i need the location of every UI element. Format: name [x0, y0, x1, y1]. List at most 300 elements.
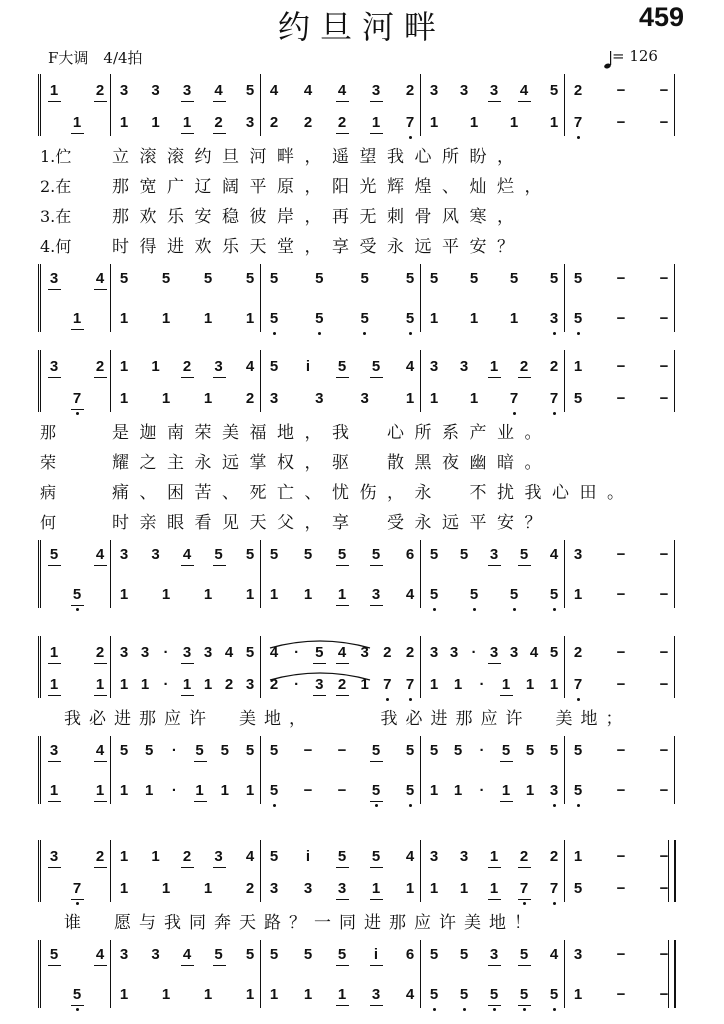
soprano-note: 5 — [337, 358, 347, 375]
soprano-note: 5 — [549, 644, 559, 661]
alto-note: − — [659, 390, 669, 407]
bass-note: − — [337, 782, 347, 799]
tenor-note: 3 — [489, 946, 499, 963]
tenor-note: 5 — [119, 742, 129, 759]
bass-note: 1 — [303, 586, 313, 603]
soprano-note: 1 — [151, 848, 160, 865]
alto-note: 1 — [360, 676, 369, 693]
tenor-note: − — [616, 270, 626, 287]
soprano-note: − — [659, 644, 669, 661]
alto-note: 7 — [549, 390, 559, 407]
alto-note: − — [659, 676, 669, 693]
soprano-note: 4 — [529, 644, 539, 661]
tenor-note: 3 — [489, 546, 499, 563]
alto-note: 1 — [161, 390, 171, 407]
soprano-note: 3 — [182, 82, 192, 99]
tenor-note: 3 — [151, 946, 160, 963]
alto-note: 1 — [429, 676, 439, 693]
tenor-note: 5 — [269, 742, 279, 759]
alto-note: 3 — [360, 390, 369, 407]
alto-note: − — [616, 676, 626, 693]
soprano-note: − — [659, 82, 669, 99]
tenor-note: 4 — [182, 546, 192, 563]
alto-note: − — [616, 880, 626, 897]
bass-note: 1 — [429, 310, 439, 327]
tenor-note: 5 — [429, 270, 439, 287]
soprano-note: 3 — [489, 644, 499, 661]
soprano-note: 2 — [549, 358, 559, 375]
alto-note: 1 — [203, 676, 213, 693]
soprano-note: 5 — [371, 358, 381, 375]
bass-note: 5 — [573, 310, 583, 327]
bass-note: 5 — [549, 986, 559, 1003]
soprano-note: 3 — [49, 848, 59, 865]
alto-note: 1 — [429, 390, 439, 407]
tenor-note: 5 — [161, 270, 171, 287]
soprano-note: 1 — [49, 644, 59, 661]
alto-note: · — [294, 676, 300, 693]
alto-note: 7 — [72, 390, 82, 407]
soprano-note: 2 — [95, 848, 105, 865]
soprano-note: 3 — [459, 358, 469, 375]
tenor-note: − — [659, 270, 669, 287]
alto-note: 1 — [509, 114, 519, 131]
soprano-note: 4 — [405, 848, 415, 865]
alto-note: − — [616, 390, 626, 407]
bass-note: 1 — [203, 986, 213, 1003]
tenor-note: 4 — [95, 270, 105, 287]
alto-note: 1 — [469, 114, 479, 131]
tenor-note: 4 — [95, 546, 105, 563]
tenor-note: 3 — [119, 946, 129, 963]
soprano-note: 5 — [371, 848, 381, 865]
bass-note: 5 — [429, 586, 439, 603]
lyric-line: 痛、困苦、死亡、忧伤，永 不扰我心田。 — [112, 483, 635, 503]
soprano-note: 5 — [315, 644, 324, 661]
bass-note: · — [171, 782, 177, 799]
soprano-note: 3 — [214, 848, 223, 865]
tenor-note: 5 — [195, 742, 204, 759]
bass-note: 1 — [245, 586, 255, 603]
soprano-note: 1 — [573, 358, 583, 375]
bass-note: 1 — [119, 782, 129, 799]
alto-note: 2 — [337, 676, 347, 693]
hymn-title: 约旦河畔 — [277, 8, 446, 46]
alto-note: · — [479, 676, 485, 693]
soprano-note: − — [659, 848, 669, 865]
tenor-note: 5 — [459, 546, 469, 563]
lyric-line: 耀之主永远掌权，驱 散黑夜幽暗。 — [112, 453, 552, 473]
tenor-note: 5 — [49, 546, 59, 563]
bass-note: 5 — [429, 986, 439, 1003]
tenor-note: 5 — [203, 270, 213, 287]
bass-note: 5 — [573, 782, 583, 799]
bass-note: 5 — [371, 782, 381, 799]
tenor-note: 5 — [371, 546, 381, 563]
bass-note: 3 — [549, 782, 559, 799]
bass-note: 1 — [161, 310, 171, 327]
bass-note: 1 — [119, 586, 129, 603]
bass-note: 1 — [469, 310, 479, 327]
alto-note: 1 — [549, 114, 559, 131]
alto-note: − — [616, 114, 626, 131]
alto-note: 7 — [72, 880, 82, 897]
alto-note: 1 — [469, 390, 479, 407]
soprano-note: 1 — [489, 358, 499, 375]
tenor-note: 5 — [549, 270, 559, 287]
tenor-note: 4 — [182, 946, 192, 963]
alto-note: 2 — [245, 390, 255, 407]
soprano-note: 3 — [214, 358, 223, 375]
alto-note: 1 — [119, 676, 129, 693]
soprano-note: 4 — [519, 82, 529, 99]
verse-label: 1.伫 — [40, 147, 72, 166]
soprano-note: 3 — [459, 82, 469, 99]
bass-note: − — [303, 782, 313, 799]
bass-note: 5 — [509, 586, 519, 603]
tenor-note: · — [171, 742, 177, 759]
soprano-note: − — [616, 358, 626, 375]
alto-note: 7 — [405, 114, 415, 131]
tenor-note: 3 — [49, 270, 59, 287]
tenor-note: 5 — [371, 742, 381, 759]
tenor-note: 5 — [315, 270, 324, 287]
bass-note: 5 — [269, 782, 279, 799]
soprano-note: − — [659, 358, 669, 375]
tenor-note: 6 — [405, 546, 415, 563]
tenor-note: 5 — [337, 546, 347, 563]
soprano-note: 2 — [182, 358, 192, 375]
soprano-note: 2 — [405, 644, 415, 661]
alto-note: 2 — [269, 114, 279, 131]
soprano-note: 2 — [519, 358, 529, 375]
alto-note: 1 — [549, 676, 559, 693]
alto-note: 1 — [501, 676, 511, 693]
tenor-note: − — [659, 946, 669, 963]
alto-note: 3 — [245, 676, 255, 693]
bass-note: 5 — [459, 986, 469, 1003]
soprano-note: 3 — [140, 644, 150, 661]
soprano-note: 3 — [371, 82, 381, 99]
soprano-note: 3 — [459, 848, 469, 865]
bass-note: 1 — [203, 310, 213, 327]
soprano-note: 2 — [95, 358, 105, 375]
tenor-note: 5 — [245, 946, 255, 963]
alto-note: 7 — [519, 880, 529, 897]
soprano-note: 4 — [245, 358, 255, 375]
tenor-note: 5 — [269, 270, 279, 287]
soprano-note: 3 — [360, 644, 369, 661]
soprano-note: 3 — [429, 82, 439, 99]
bass-note: 1 — [119, 310, 129, 327]
alto-note: 1 — [119, 390, 129, 407]
bass-note: 1 — [525, 782, 535, 799]
soprano-note: 3 — [429, 358, 439, 375]
lyric-line: 谁 愿与我同奔天路？一同进那应许美地！ — [64, 913, 539, 933]
bass-note: 5 — [489, 986, 499, 1003]
tenor-note: 5 — [214, 546, 223, 563]
tenor-note: 5 — [360, 270, 369, 287]
tenor-note: 5 — [459, 946, 469, 963]
soprano-note: 1 — [119, 358, 129, 375]
soprano-note: · — [471, 644, 477, 661]
tenor-note: 5 — [214, 946, 223, 963]
tenor-note: 6 — [405, 946, 415, 963]
tenor-note: 3 — [573, 546, 583, 563]
alto-note: 1 — [371, 114, 381, 131]
tenor-note: − — [659, 546, 669, 563]
soprano-note: 5 — [245, 82, 255, 99]
verse-label: 何 — [40, 513, 57, 532]
slur — [270, 641, 370, 648]
bass-note: − — [616, 310, 626, 327]
alto-note: 1 — [72, 114, 82, 131]
tenor-note: 4 — [549, 546, 559, 563]
tenor-note: 5 — [145, 742, 154, 759]
verse-label: 3.在 — [40, 207, 72, 226]
bass-note: − — [616, 986, 626, 1003]
soprano-note: 4 — [337, 644, 347, 661]
soprano-note: 3 — [182, 644, 192, 661]
alto-note: 7 — [573, 114, 583, 131]
alto-note: 7 — [405, 676, 415, 693]
alto-note: · — [163, 676, 169, 693]
tenor-note: i — [373, 946, 379, 963]
tenor-note: 5 — [269, 946, 279, 963]
tenor-note: 4 — [95, 946, 105, 963]
soprano-note: 1 — [119, 848, 129, 865]
lyric-line: 是迦南荣美福地，我 心所系产业。 — [112, 423, 552, 443]
bass-note: 3 — [549, 310, 559, 327]
bass-note: 1 — [303, 986, 313, 1003]
bass-note: 1 — [161, 586, 171, 603]
tenor-note: 5 — [49, 946, 59, 963]
bass-note: − — [616, 586, 626, 603]
alto-note: 3 — [315, 390, 324, 407]
tenor-note: 5 — [405, 270, 415, 287]
bass-note: 1 — [245, 986, 255, 1003]
tenor-note: 3 — [119, 546, 129, 563]
bass-note: 5 — [405, 310, 415, 327]
soprano-note: 3 — [489, 82, 499, 99]
bass-note: 1 — [95, 782, 105, 799]
soprano-note: 3 — [49, 358, 59, 375]
tenor-note: 5 — [429, 546, 439, 563]
bass-note: 1 — [573, 586, 583, 603]
alto-note: 7 — [573, 676, 583, 693]
soprano-note: 5 — [245, 644, 255, 661]
bass-note: 5 — [360, 310, 369, 327]
tenor-note: − — [659, 742, 669, 759]
soprano-note: − — [616, 848, 626, 865]
bass-note: 1 — [220, 782, 229, 799]
alto-note: 1 — [203, 880, 213, 897]
alto-note: 1 — [405, 880, 415, 897]
soprano-note: 4 — [303, 82, 313, 99]
alto-note: 1 — [203, 390, 213, 407]
bass-note: − — [659, 586, 669, 603]
tenor-note: 5 — [303, 546, 313, 563]
alto-note: 3 — [337, 880, 347, 897]
verse-label: 病 — [40, 483, 57, 502]
tenor-note: − — [303, 742, 313, 759]
soprano-note: 3 — [429, 644, 439, 661]
alto-note: 1 — [525, 676, 535, 693]
tenor-note: 5 — [501, 742, 511, 759]
soprano-note: 4 — [405, 358, 415, 375]
bass-note: 1 — [337, 986, 347, 1003]
bass-note: − — [659, 782, 669, 799]
bass-note: 5 — [405, 782, 415, 799]
tenor-note: 5 — [525, 742, 535, 759]
tenor-note: 5 — [573, 742, 583, 759]
soprano-note: 5 — [549, 82, 559, 99]
tenor-note: 3 — [151, 546, 160, 563]
soprano-note: 2 — [519, 848, 529, 865]
alto-note: 2 — [224, 676, 234, 693]
bass-note: 1 — [245, 310, 255, 327]
tenor-note: − — [616, 546, 626, 563]
bass-note: 1 — [245, 782, 255, 799]
bass-note: 1 — [453, 782, 463, 799]
verse-label: 荣 — [40, 453, 57, 472]
soprano-note: 3 — [119, 644, 129, 661]
tenor-note: 5 — [220, 742, 229, 759]
bass-note: 1 — [269, 986, 279, 1003]
bass-note: 5 — [269, 310, 279, 327]
alto-note: 1 — [371, 880, 381, 897]
bass-note: 5 — [519, 986, 529, 1003]
alto-note: 1 — [459, 880, 469, 897]
soprano-note: 2 — [573, 644, 583, 661]
alto-note: 3 — [315, 676, 324, 693]
bass-note: 1 — [509, 310, 519, 327]
alto-note: 1 — [151, 114, 160, 131]
tenor-note: 5 — [429, 742, 439, 759]
tenor-note: − — [616, 946, 626, 963]
alto-note: 2 — [214, 114, 223, 131]
soprano-note: 4 — [269, 82, 279, 99]
bass-note: − — [616, 782, 626, 799]
alto-note: 1 — [429, 114, 439, 131]
tenor-note: 5 — [573, 270, 583, 287]
soprano-note: 5 — [337, 848, 347, 865]
soprano-note: 3 — [119, 82, 129, 99]
lyric-line: 那欢乐安稳彼岸，再无刺骨风寒， — [112, 207, 525, 227]
tenor-note: 4 — [95, 742, 105, 759]
bass-note: 1 — [161, 986, 171, 1003]
alto-note: 5 — [573, 880, 583, 897]
bass-note: 1 — [501, 782, 511, 799]
alto-note: 7 — [383, 676, 392, 693]
alto-note: 2 — [269, 676, 279, 693]
bass-note: 1 — [429, 782, 439, 799]
soprano-note: 1 — [151, 358, 160, 375]
soprano-note: 4 — [269, 644, 279, 661]
soprano-note: 4 — [224, 644, 234, 661]
key-signature: F大调 4/4拍 — [48, 49, 143, 67]
bass-note: 5 — [469, 586, 479, 603]
bass-note: 1 — [337, 586, 347, 603]
tenor-note: 3 — [573, 946, 583, 963]
alto-note: 1 — [119, 880, 129, 897]
lyric-line: 立滚滚约旦河畔，遥望我心所盼， — [112, 147, 525, 167]
tenor-note: 5 — [303, 946, 313, 963]
verse-label: 2.在 — [40, 177, 72, 196]
alto-note: − — [659, 880, 669, 897]
soprano-note: 2 — [182, 848, 192, 865]
tenor-note: 5 — [337, 946, 347, 963]
soprano-note: 2 — [573, 82, 583, 99]
lyric-line: 时得进欢乐天堂，享受永远平安？ — [112, 237, 525, 257]
soprano-note: 3 — [203, 644, 213, 661]
tenor-note: 5 — [519, 946, 529, 963]
alto-note: 1 — [182, 114, 192, 131]
alto-note: 7 — [509, 390, 519, 407]
soprano-note: − — [616, 644, 626, 661]
tempo-marking: = 126 — [612, 47, 658, 65]
tenor-note: 5 — [269, 546, 279, 563]
bass-note: − — [659, 310, 669, 327]
soprano-note: 2 — [405, 82, 415, 99]
tenor-note: 5 — [469, 270, 479, 287]
soprano-note: 4 — [337, 82, 347, 99]
soprano-note: 1 — [573, 848, 583, 865]
alto-note: 1 — [429, 880, 439, 897]
bass-note: 1 — [269, 586, 279, 603]
tenor-note: 5 — [245, 742, 255, 759]
soprano-note: · — [294, 644, 300, 661]
bass-note: 3 — [371, 586, 381, 603]
lyric-line: 我必进那应许 美地， 我必进那应许 美地； — [64, 709, 631, 729]
alto-note: 3 — [303, 880, 313, 897]
bass-note: 1 — [145, 782, 154, 799]
soprano-note: 2 — [383, 644, 392, 661]
alto-note: 1 — [161, 880, 171, 897]
soprano-note: · — [163, 644, 169, 661]
lyric-line: 那宽广辽阔平原，阳光辉煌、灿烂， — [112, 177, 552, 197]
alto-note: 3 — [269, 390, 279, 407]
tenor-note: 5 — [119, 270, 129, 287]
alto-note: 3 — [269, 880, 279, 897]
soprano-note: 3 — [151, 82, 160, 99]
soprano-note: 5 — [269, 358, 279, 375]
soprano-note: − — [616, 82, 626, 99]
alto-note: 3 — [245, 114, 255, 131]
bass-note: 3 — [371, 986, 381, 1003]
bass-note: 5 — [315, 310, 324, 327]
soprano-note: 4 — [214, 82, 223, 99]
slur — [270, 673, 370, 680]
soprano-note: 1 — [489, 848, 499, 865]
tenor-note: 5 — [509, 270, 519, 287]
tenor-note: 5 — [245, 270, 255, 287]
soprano-note: 2 — [95, 82, 105, 99]
soprano-note: 2 — [549, 848, 559, 865]
alto-note: 5 — [573, 390, 583, 407]
tenor-note: − — [616, 742, 626, 759]
tenor-note: 5 — [519, 546, 529, 563]
soprano-note: i — [305, 848, 311, 865]
bass-note: − — [659, 986, 669, 1003]
tenor-note: 5 — [453, 742, 463, 759]
hymn-number: 459 — [638, 2, 684, 32]
tenor-note: − — [337, 742, 347, 759]
tenor-note: 4 — [549, 946, 559, 963]
alto-note: 1 — [489, 880, 499, 897]
alto-note: 1 — [119, 114, 129, 131]
soprano-note: 3 — [509, 644, 519, 661]
